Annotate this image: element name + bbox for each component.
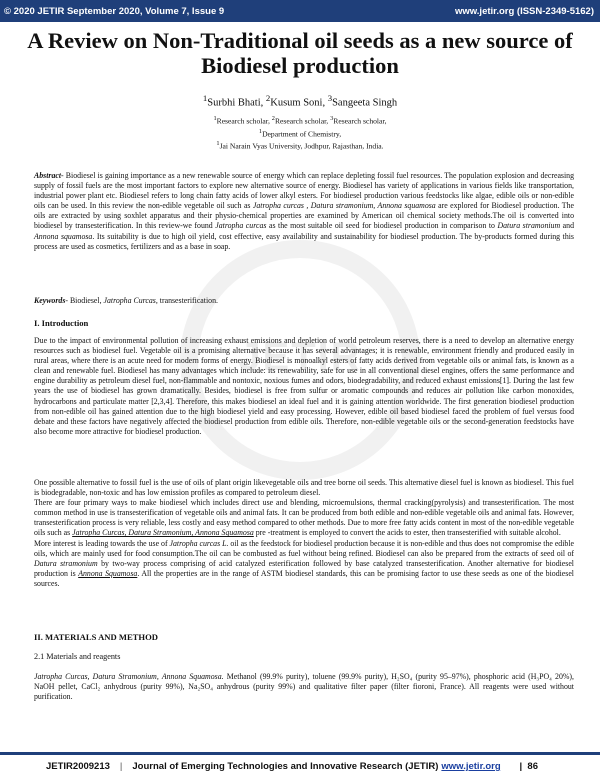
materials-paragraph: Jatropha Curcas, Datura Stramonium, Annona Squamosa. Methanol (99.9% purity), toluene (99.9% purity), H₂SO₄ (purity 95–97%), phosphoric acid (H₃PO₄ 20%), NaOH pellet, CaCl₂ anhydrous (purity 99%), Na₂SO₄ anhydrous (purity 99%) and qualitative filter paper (filter fioroni, France). All reagents were used without purification. [34, 672, 575, 702]
author-mark: 3 [327, 93, 333, 103]
affiliations: $^1$Research scholar, $^2$Research scholar, $^3$Research scholar, $^1$Department of Chemistry, $^1$Jai Narain Vyas University, Jodhpur, Rajasthan, India. [213, 115, 387, 151]
page-number: | 86 [519, 761, 538, 772]
running-header [0, 0, 600, 22]
paper-title: A Review on Non-Traditional oil seeds as a new source of Biodiesel production [27, 28, 573, 78]
keywords: Keywords- Biodiesel, Jatropha Curcas, transesterification. [34, 296, 218, 305]
author-name: Kusum Soni, [270, 97, 328, 109]
department: Department of Chemistry, [262, 129, 342, 139]
footer-rule [0, 752, 600, 755]
watermark-logo: JETIR [238, 335, 362, 379]
introduction-paragraph-2: One possible alternative to fossil fuel is the use of oils of plant origin likevegetable oils and tree borne oil seeds. This alternative diesel fuel is known as biodiesel. This fuel is biodegradable, non-toxic and has low emission profiles as compared to petroleum diesel. There are four primary ways to make biodiesel which includes direct use and blending, microemulsions, thermal cracking(pyrolysis) and transesterification. The most common method in use is transesterification of vegetable oils and animal fats. It can be produced from both edible and non-edible vegetable oils and animal fats. However, transesterification process is very reliable, less costly and easy method compared to other methods. Due to more free fatty acids content in most of the non-edible vegetable oils such as Jatropha Curcas, Datura Stramonium, Annona Squamosa pre -treatment is employed to convert the acids to ester, then transesterified with suitable alcohol. More interest is leading towards the use of Jatropha curcas L. oil as the feedstock for biodiesel production because it is non-edible and thus does not compromise the edible oils, which are mainly used for food consumption.The oil can be combusted as fuel without being refined. Biodiesel can also be prepared from the extracts of seed oil of Datura stramonium by two-way process comprising of acid catalyzed esterification followed by base catalyzed transesterification. Another alternative for biodiesel production is Annona Squamosa. All the properties are in the range of ASTM biodiesel standards, this can be promising factor to use these seeds as one of the biodiesel sources. [34, 478, 574, 588]
abstract: Abstract- Biodiesel is gaining importance as a new renewable source of energy which can replace depleting fossil fuel resources. The population explosion and decreasing supply of fossil fuels are the most important factors to explore new alternative source of energy. Biodiesel has variety of applications in various fields like transportation, industrial power plant etc. Biodiesel refers to long chain fatty acids of lower alkyl esters. For biodiesel production various feedstocks like algae, edible oils or non-edible oils can be used. In this review the non-edible vegetable oil such as Jatropha curcas , Datura stramonium, Annona squamosa are explored for Biodiesel production. The oils are extracted by using soxhlet apparatus and their physio-chemical properties are examined by American oil chemical society methods.The oil is converted into biodiesel by transesterification. In this review-we found Jatropha curcas as the most suitable oil seed for biodiesel production in comparison to Datura stramonium and Annona squamosa. Its suitability is due to high oil yield, cost effective, easy availability and sustainability for biodiesel production. The by-products formed during this process are used as cosmetics, fertilizers and as a base in soap. [34, 171, 574, 251]
keywords-label: Keywords [34, 296, 66, 305]
introduction-paragraph: Due to the impact of environmental pollution of increasing exhaust emissions and depletion of world petroleum reserves, there is a need to develop an alternative energy resources such as biodiesel fuel. Vegetable oil is a promising alternative because it has several advantages; it is renewable, environment friendly and produced easily in rural areas, where there is an acute need for modern forms of energy. Biodiesel is monoalkyl esters of fatty acids derived from vegetable oils or animal fats, is known as a clean and renewable fuel. Biodiesel has many advantages which include: its renewability, safe for use in all conventional diesel engines, offers the same performance and engine durability as petroleum diesel fuel, non-flammable and nontoxic, noxious fumes and odors, biodegradability, and reduced exhaust emissions[1]. During the last few years the use of biodiesel has grown dramatically. Besides, biodiesel is free from sulfur or aromatic compounds and reduces air pollution like carbon monoxides, hydrocarbons and particulate matter [2,3,4]. Therefore, this makes biodiesel an ideal fuel and it is gaining attention worldwide. The first generation biodiesel production from non-edible oil has gained attention due to the high biodiesel yield and easy processing. However, edible oil based biodiesel faced the problem of fuel versus food debate and these factors have negatively affected the biodiesel production from edible oils. Therefore, non-edible vegetable oils or the second-generation feedstocks have also become more attractive for biodiesel production. [34, 336, 574, 436]
subsection-heading: 2.1 Materials and reagents [34, 652, 121, 661]
abstract-label: Abstract [34, 171, 62, 180]
author-name: Sangeeta Singh [332, 97, 398, 109]
header-website: www.jetir.org (ISSN-2349-5162) [454, 5, 594, 17]
running-footer: JETIR2009213 | Journal of Emerging Technologies and Innovative Research (JETIR) www.jetir.org | 86 [0, 757, 600, 776]
author-mark: 2 [265, 93, 271, 103]
section-heading-materials: II. MATERIALS AND METHOD [34, 632, 158, 642]
author-list [0, 93, 600, 109]
paper-id: JETIR2009213 [46, 761, 110, 772]
journal-link[interactable]: www.jetir.org [441, 761, 501, 772]
journal-name: Journal of Emerging Technologies and Innovative Research (JETIR) [132, 761, 439, 772]
university: Jai Narain Vyas University, Jodhpur, Rajasthan, India. [219, 141, 384, 151]
section-heading-introduction: I. Introduction [34, 318, 89, 328]
author-name: Surbhi Bhati, [207, 97, 266, 109]
header-volume-info: © 2020 JETIR September 2020, Volume 7, Issue 9 [4, 5, 225, 17]
author-mark: 1 [202, 93, 208, 103]
